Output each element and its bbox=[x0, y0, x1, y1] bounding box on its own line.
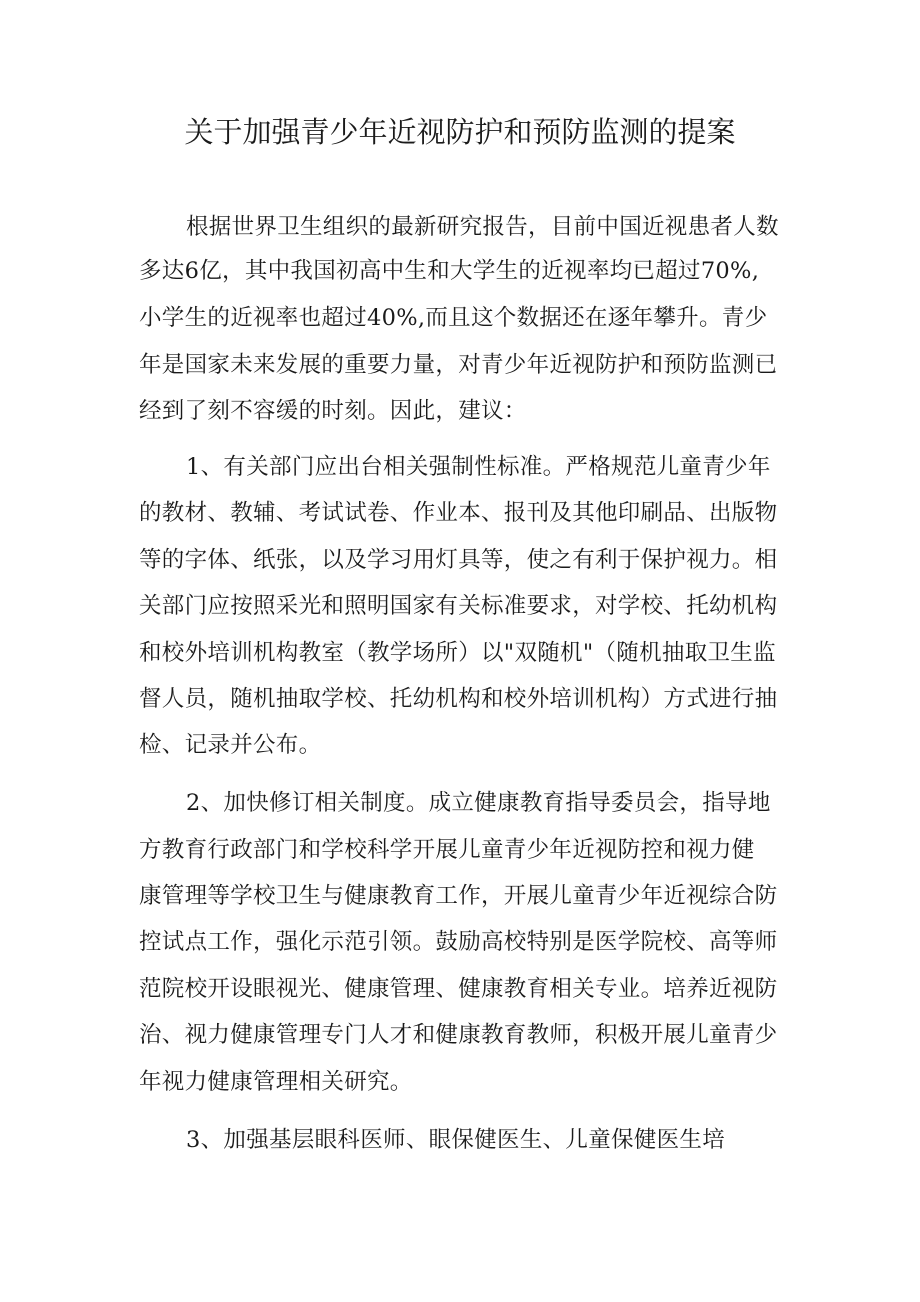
item-2-line-3: 康管理等学校卫生与健康教育工作，开展儿童青少年近视综合防 bbox=[139, 883, 778, 909]
item-1-line-3: 等的字体、纸张，以及学习用灯具等，使之有利于保护视力。相 bbox=[139, 547, 778, 573]
paragraph-1-line-2: 多达6亿，其中我国初高中生和大学生的近视率均已超过70%, bbox=[139, 258, 760, 284]
document-title: 关于加强青少年近视防护和预防监测的提案 bbox=[184, 115, 736, 149]
item-1-line-6: 督人员，随机抽取学校、托幼机构和校外培训机构）方式进行抽 bbox=[139, 686, 778, 712]
item-2-line-7: 年视力健康管理相关研究。 bbox=[139, 1069, 413, 1095]
paragraph-1-line-4: 年是国家未来发展的重要力量，对青少年近视防护和预防监测已 bbox=[139, 352, 778, 378]
paragraph-1-line-5: 经到了刻不容缓的时刻。因此，建议： bbox=[139, 398, 527, 424]
item-2-line-1: 2、加快修订相关制度。成立健康教育指导委员会，指导地 bbox=[186, 790, 771, 816]
item-1-line-5: 和校外培训机构教室（教学场所）以"双随机"（随机抽取卫生监 bbox=[139, 640, 776, 666]
item-3-line-1: 3、加强基层眼科医师、眼保健医生、儿童保健医生培 bbox=[186, 1127, 726, 1153]
paragraph-1-line-3: 小学生的近视率也超过40%,而且这个数据还在逐年攀升。青少 bbox=[139, 305, 768, 331]
item-1-line-2: 的教材、教辅、考试试卷、作业本、报刊及其他印刷品、出版物 bbox=[139, 500, 778, 526]
item-1-line-4: 关部门应按照采光和照明国家有关标准要求，对学校、托幼机构 bbox=[139, 593, 778, 619]
item-1-line-7: 检、记录并公布。 bbox=[139, 732, 322, 758]
item-2-line-4: 控试点工作，强化示范引领。鼓励高校特别是医学院校、高等师 bbox=[139, 929, 778, 955]
item-2-line-2: 方教育行政部门和学校科学开展儿童青少年近视防控和视力健 bbox=[139, 837, 755, 863]
item-1-line-1: 1、有关部门应出台相关强制性标准。严格规范儿童青少年 bbox=[186, 454, 771, 480]
paragraph-1-line-1: 根据世界卫生组织的最新研究报告，目前中国近视患者人数 bbox=[186, 214, 779, 240]
item-2-line-6: 治、视力健康管理专门人才和健康教育教师，积极开展儿童青少 bbox=[139, 1022, 778, 1048]
item-2-line-5: 范院校开设眼视光、健康管理、健康教育相关专业。培养近视防 bbox=[139, 976, 778, 1002]
